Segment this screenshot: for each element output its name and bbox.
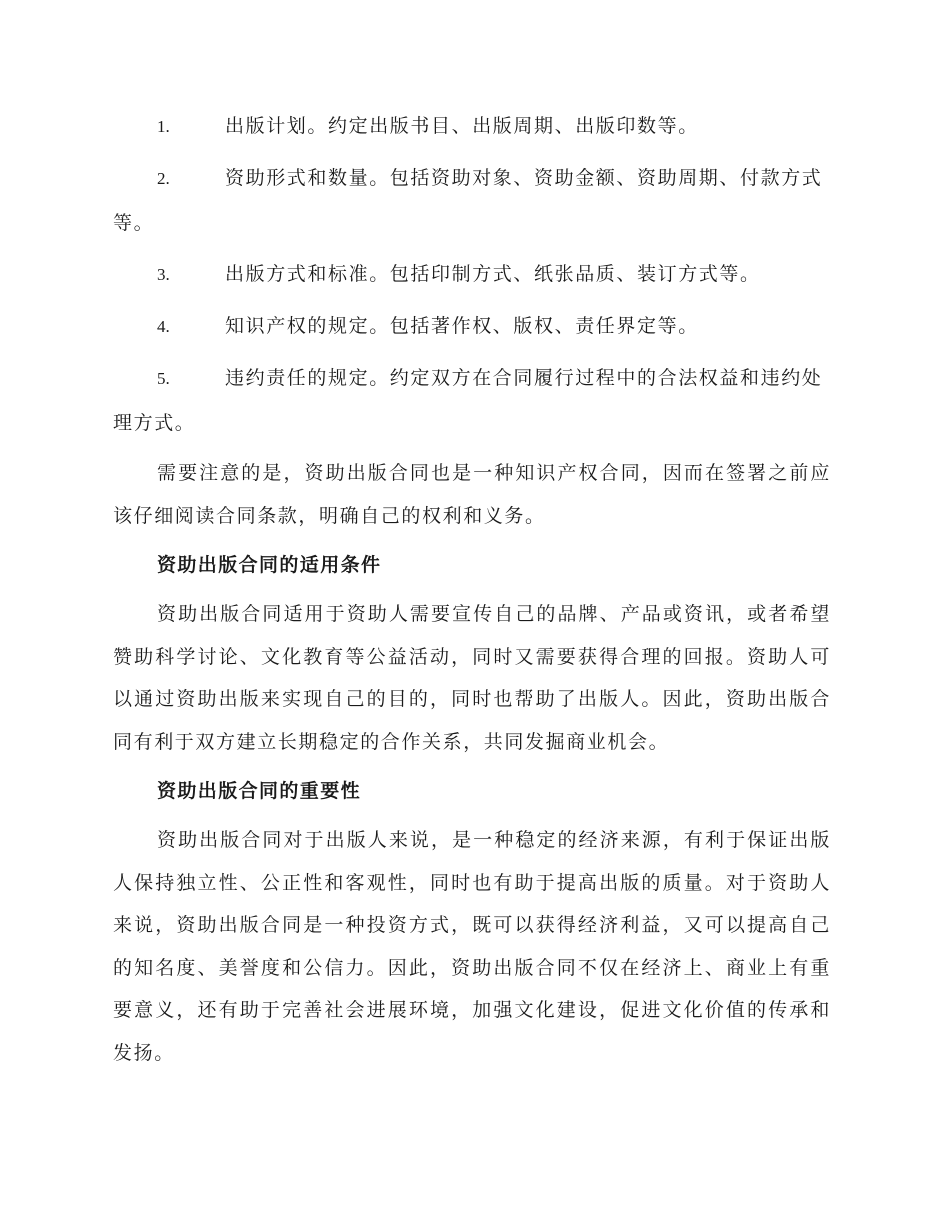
- section-body-applicability: 资助出版合同适用于资助人需要宣传自己的品牌、产品或资讯，或者希望赞助科学讨论、文化教育等公益活动，同时又需要获得合理的回报。资助人可以通过资助出版来实现自己的目的，同时也帮助了出版人。因此，资助出版合同有利于双方建立长期稳定的合作关系，共同发掘商业机会。: [113, 603, 831, 753]
- list-item: [113, 252, 831, 297]
- section-heading-applicability: 资助出版合同的适用条件: [157, 554, 382, 576]
- section-body-importance: 资助出版合同对于出版人来说，是一种稳定的经济来源，有利于保证出版人保持独立性、公正性和客观性，同时也有助于提高出版的质量。对于资助人来说，资助出版合同是一种投资方式，既可以获得经济利益，又可以提高自己的知名度、美誉度和公信力。因此，资助出版合同不仅在经济上、商业上有重要意义，还有助于完善社会进展环境，加强文化建设，促进文化价值的传承和发扬。: [113, 829, 831, 1064]
- list-item: [113, 156, 831, 245]
- list-text: 知识产权的规定。包括著作权、版权、责任界定等。: [225, 315, 699, 337]
- list-text: 违约责任的规定。约定双方在合同履行过程中的合法权益和违约处理方式。: [113, 367, 823, 434]
- list-text: 资助形式和数量。包括资助对象、资助金额、资助周期、付款方式等。: [113, 167, 823, 234]
- section-heading-importance: 资助出版合同的重要性: [157, 780, 362, 802]
- list-text: 出版方式和标准。包括印制方式、纸张品质、装订方式等。: [225, 263, 761, 285]
- list-number: 4.: [157, 317, 170, 336]
- list-text: 出版计划。约定出版书目、出版周期、出版印数等。: [225, 115, 699, 137]
- list-number: 3.: [157, 265, 170, 284]
- list-item: [113, 104, 831, 149]
- document-page: [113, 104, 831, 1080]
- list-number: 1.: [157, 117, 170, 136]
- note-paragraph: 需要注意的是，资助出版合同也是一种知识产权合同，因而在签署之前应该仔细阅读合同条款，明确自己的权利和义务。: [113, 462, 831, 527]
- list-number: 5.: [157, 369, 170, 388]
- list-item: [113, 356, 831, 445]
- list-item: [113, 304, 831, 349]
- list-number: 2.: [157, 169, 170, 188]
